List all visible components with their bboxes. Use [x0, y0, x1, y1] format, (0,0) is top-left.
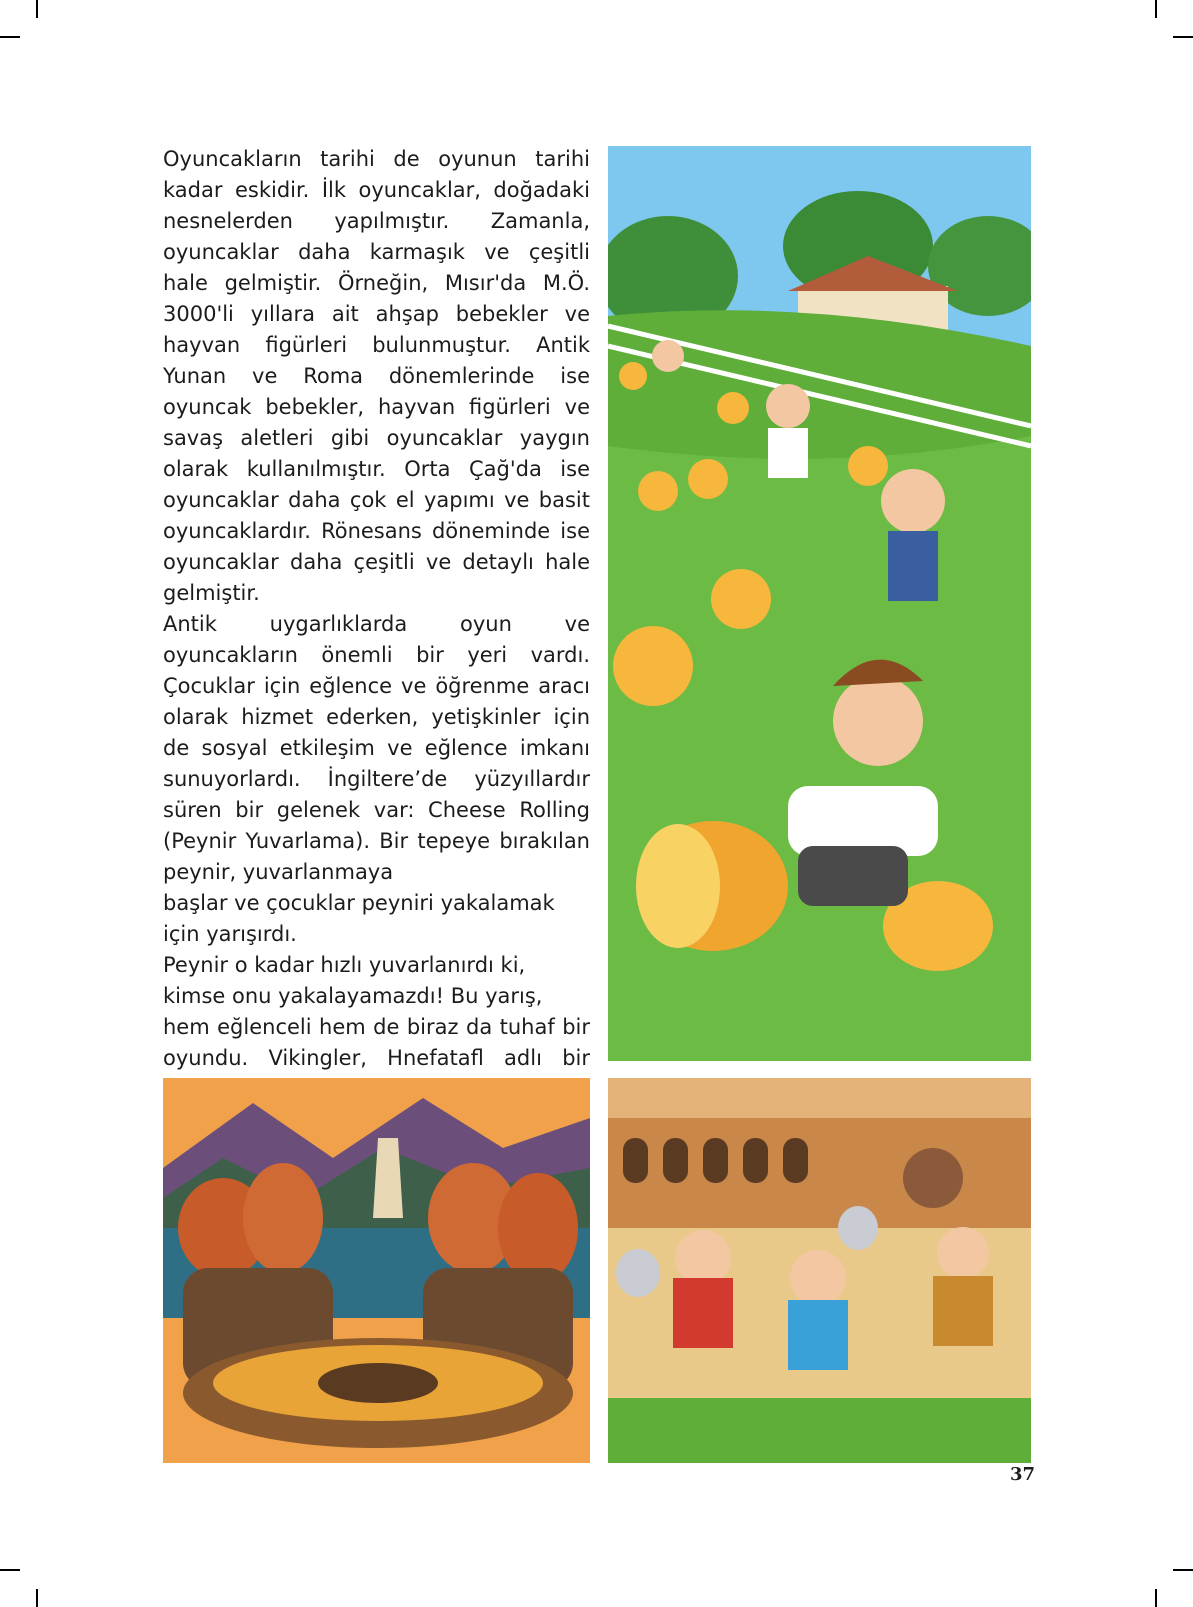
vikings-hnefatafl-illustration — [163, 1078, 590, 1463]
body-text — [163, 144, 590, 1136]
crop-mark — [36, 1589, 38, 1607]
gladiators-arena-illustration — [608, 1078, 1031, 1463]
crop-mark — [1155, 1589, 1157, 1607]
paragraph-line: Peynir o kadar hızlı yuvarlanırdı ki, — [163, 953, 526, 977]
paragraph-line: başlar ve çocuklar peyniri yakalamak — [163, 891, 555, 915]
page-number: 37 — [1010, 1464, 1036, 1485]
paragraph-ancient-games: Antik uygarlıklarda oyun ve oyuncakların önemli bir yeri vardı. Çocuklar için eğlence ve öğrenme aracı olarak hizmet ederken, yetişkinler için de sosyal etkileşim ve eğlence imkanı sunuyorlardı. İngiltere’de yüzyıllardır süren bir gelenek var: Cheese Rolling (Peynir Yuvarlama). Bir tepeye bırakılan peynir, yuvarlanmaya — [163, 612, 590, 884]
crop-mark — [1173, 36, 1193, 38]
crop-mark — [0, 36, 20, 38]
crop-mark — [0, 1569, 20, 1571]
paragraph-toys-history: Oyuncakların tarihi de oyunun tarihi kadar eskidir. İlk oyuncaklar, doğadaki nesnelerden yapılmıştır. Zamanla, oyuncaklar daha karmaşık ve çeşitli hale gelmiştir. Örneğin, Mısır'da M.Ö. 3000'li yıllara ait ahşap bebekler ve hayvan figürleri bulunmuştur. Antik Yunan ve Roma dönemlerinde ise oyuncak bebekler, hayvan figürleri ve savaş aletleri gibi oyuncaklar yaygın olarak kullanılmıştır. Orta Çağ'da ise oyuncaklar daha çok el yapımı ve basit oyuncaklardır. Rönesans döneminde ise oyuncaklar daha çeşitli ve detaylı hale gelmiştir. — [163, 147, 590, 605]
paragraph-line: kimse onu yakalayamazdı! Bu yarış, — [163, 984, 543, 1008]
crop-mark — [36, 0, 38, 18]
paragraph-vikings: hem eğlenceli hem de biraz da tuhaf bir oyundu. Vikingler, Hnefatafl adlı bir — [163, 1015, 590, 1070]
crop-mark — [1155, 0, 1157, 18]
cheese-rolling-illustration — [608, 146, 1031, 1061]
paragraph-line: için yarışırdı. — [163, 922, 297, 946]
crop-mark — [1173, 1569, 1193, 1571]
